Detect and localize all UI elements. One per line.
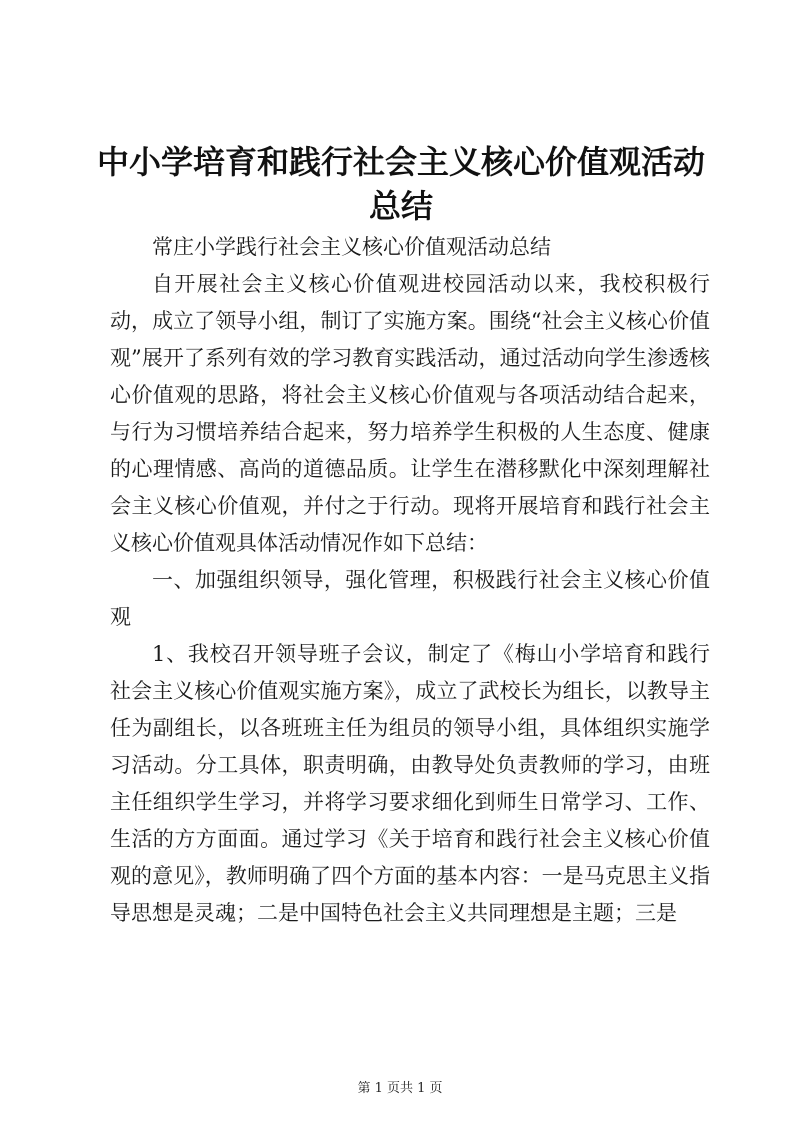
document-title: 中小学培育和践行社会主义核心价值观活动总结 xyxy=(96,143,705,225)
section-heading-paragraph: 一、加强组织领导，强化管理，积极践行社会主义核心价值观 xyxy=(110,568,710,629)
item-one-paragraph: 1、我校召开领导班子会议，制定了《梅山小学培育和践行社会主义核心价值观实施方案》，成立了武校长为组长，以教导主任为副组长，以各班班主任为组员的领导小组，具体组织实施学习活动。分工具体，职责明确，由教导处负责教师的学习，由班主任组织学生学习，并将学习要求细化到师生日常学习、工作、生活的方方面面。通过学习《关于培育和践行社会主义核心价值观的意见》，教师明确了四个方面的基本内容：一是马克思主义指导思想是灵魂；二是中国特色社会主义共同理想是主题；三是 xyxy=(110,642,710,925)
intro-paragraph: 自开展社会主义核心价值观进校园活动以来，我校积极行动，成立了领导小组，制订了实施方案。围绕“社会主义核心价值观”展开了系列有效的学习教育实践活动，通过活动向学生渗透核心价值观的思路，将社会主义核心价值观与各项活动结合起来，与行为习惯培养结合起来，努力培养学生积极的人生态度、健康的心理情感、高尚的道德品质。让学生在潜移默化中深刻理解社会主义核心价值观，并付之于行动。现将开展培育和践行社会主义核心价值观具体活动情况作如下总结： xyxy=(110,272,710,555)
document-body xyxy=(110,229,710,932)
subtitle-paragraph: 常庄小学践行社会主义核心价值观活动总结 xyxy=(152,235,551,259)
page-footer xyxy=(0,1080,800,1098)
page-total: 共 1 页 xyxy=(400,1081,443,1096)
page-number: 第 1 页 xyxy=(357,1081,400,1096)
